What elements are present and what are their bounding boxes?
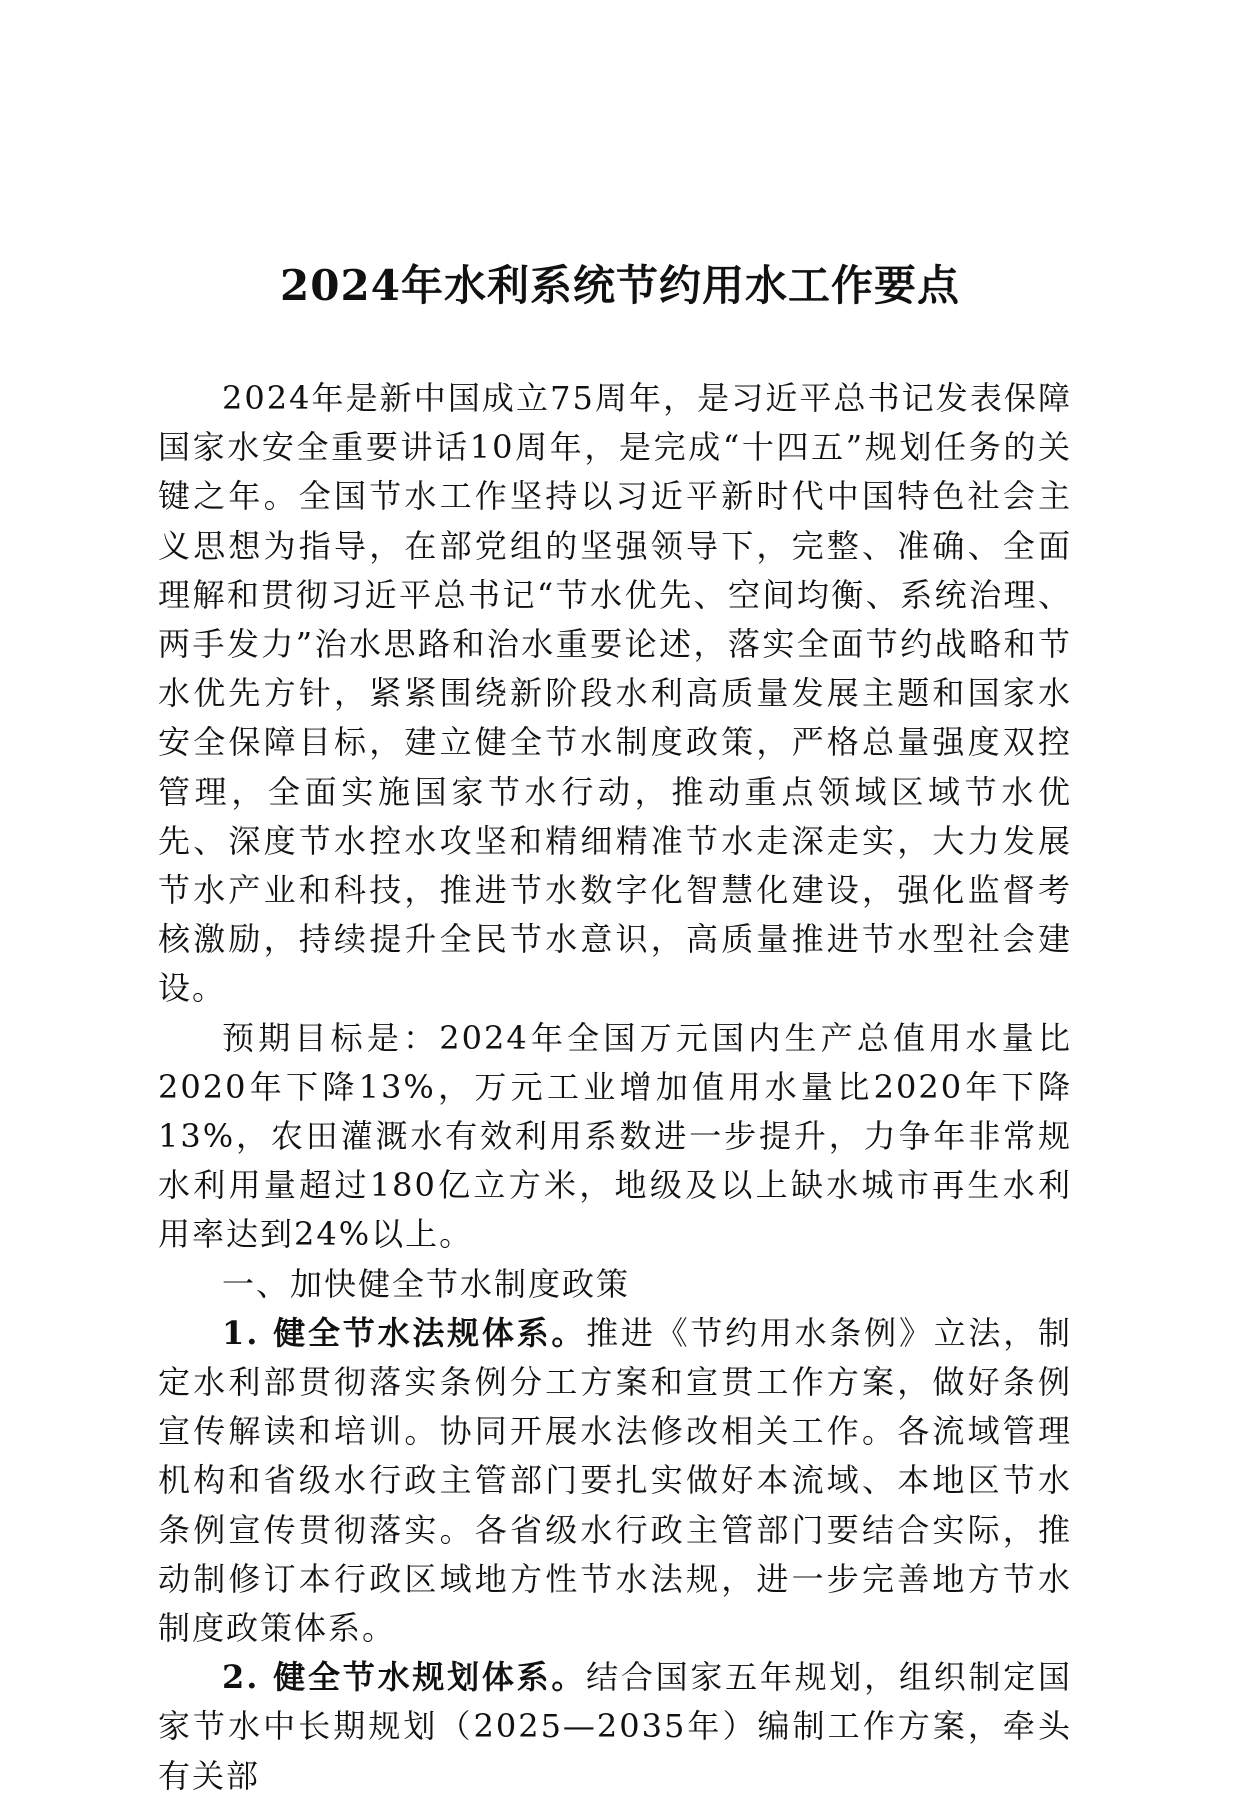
item-1-text: 推进《节约用水条例》立法，制定水利部贯彻落实条例分工方案和宣贯工作方案，做好条例宣传解读和培训。协同开展水法修改相关工作。各流域管理机构和省级水行政主管部门要扎实做好本流域、本地区节水条例宣传贯彻落实。各省级水行政主管部门要结合实际，推动制修订本行政区域地方性节水法规，进一步完善地方节水制度政策体系。 <box>158 1313 1072 1648</box>
goals-paragraph: 预期目标是：2024年全国万元国内生产总值用水量比2020年下降13%，万元工业增加值用水量比2020年下降13%，农田灌溉水有效利用系数进一步提升，力争年非常规水利用量超过180亿立方米，地级及以上缺水城市再生水利用率达到24%以上。 <box>158 1018 1072 1254</box>
item-2-lead: 2. 健全节水规划体系。 <box>222 1658 587 1697</box>
section-item-1 <box>158 1309 1072 1653</box>
document-body <box>158 374 1072 1801</box>
section-item-2 <box>158 1653 1072 1801</box>
item-1-lead: 1. 健全节水法规体系。 <box>222 1313 587 1352</box>
section-heading: 一、加快健全节水制度政策 <box>222 1264 631 1303</box>
item-2-text: 结合国家五年规划，组织制定国家节水中长期规划（2025—2035年）编制工作方案，牵头有关部 <box>158 1658 1072 1795</box>
document-title: 2024年水利系统节约用水工作要点 <box>280 261 960 310</box>
intro-paragraph: 2024年是新中国成立75周年，是习近平总书记发表保障国家水安全重要讲话10周年，是完成“十四五”规划任务的关键之年。全国节水工作坚持以习近平新时代中国特色社会主义思想为指导，在部党组的坚强领导下，完整、准确、全面理解和贯彻习近平总书记“节水优先、空间均衡、系统治理、两手发力”治水思路和治水重要论述，落实全面节约战略和节水优先方针，紧紧围绕新阶段水利高质量发展主题和国家水安全保障目标，建立健全节水制度政策，严格总量强度双控管理，全面实施国家节水行动，推动重点领域区域节水优先、深度节水控水攻坚和精细精准节水走深走实，大力发展节水产业和科技，推进节水数字化智慧化建设，强化监督考核激励，持续提升全民节水意识，高质量推进节水型社会建设。 <box>158 379 1072 1008</box>
